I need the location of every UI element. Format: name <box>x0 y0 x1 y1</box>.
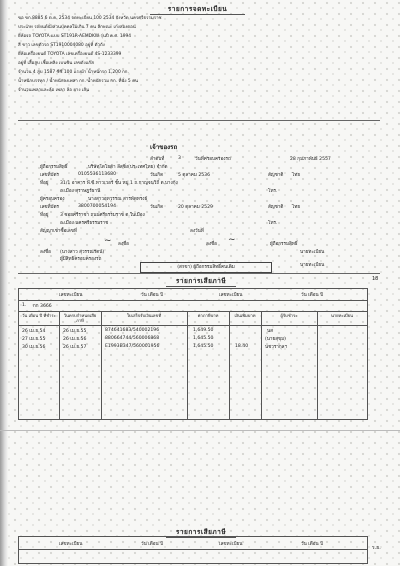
address-value-3: 3 ซอยศรีราชา ถนนศรีธรรมราช ต.ในเมือง <box>60 213 145 218</box>
column-line <box>317 311 318 419</box>
row-due: 26 เม.ย.55 <box>63 329 87 334</box>
registrar-label-2: นายทะเบียน <box>300 263 325 268</box>
row-receipt: 880664744/560006868 <box>105 336 160 341</box>
row-receipt: E1993B347/560001956 <box>105 344 160 349</box>
tel-label: โทร. <box>268 189 278 194</box>
divider <box>18 273 380 274</box>
col-header-extra: เงินเพิ่มบาท <box>234 313 256 318</box>
registration-line: จำนวน 4 สูบ 1587 ซีซี 100 แรงม้า น้ำหนักรถ 1,200 กก. <box>18 70 129 75</box>
order-label: ลำดับที่ <box>150 157 165 162</box>
column-line <box>229 311 230 419</box>
holder-label: ผู้ถือกรรมสิทธิ์ <box>40 165 68 170</box>
birth-label-2: วันเกิด <box>150 205 164 210</box>
sign2-name: (นางสาว สุวรรณรัตน์) <box>60 250 105 255</box>
address-label: ที่อยู่ <box>40 181 49 186</box>
row-tax: 1,649.50 <box>193 328 214 333</box>
contract-label: สัญญาเช่าซื้อเลขที่ <box>40 229 77 234</box>
row-receipt: 874641683/540002196 <box>105 328 160 333</box>
scan-edge <box>0 0 8 566</box>
tax-section-title-2: รายการเสียภาษี <box>166 527 236 538</box>
tax-table-2 <box>18 536 368 564</box>
row-paid: 30 เม.ย.56 <box>22 345 46 350</box>
birth-value-2: 20 ตุลาคม 2529 <box>178 205 213 210</box>
nation-value: ไทย <box>292 173 301 178</box>
registrar-label: นายทะเบียน <box>300 250 325 255</box>
tax2-header-no: เลขทะเบียน <box>59 542 83 547</box>
col-header-due: วันครบกำหนดเสียภาษี <box>63 313 97 323</box>
page-fold <box>0 430 400 431</box>
contract-date-label: ลงวันที่ <box>190 229 204 234</box>
registration-row <box>18 59 380 66</box>
possessor-value: นางสาวอุทวรรณ สารพัดทรงธ์ <box>88 197 148 202</box>
registration-section-title: รายการจดทะเบียน <box>150 4 245 15</box>
registration-line: ขอ ขก.8885 6 ต.ค. 2534 จดทะเบียน 100 2534 จังหวัด นครศรีธรรมราช <box>18 16 162 21</box>
registration-line: จำนวนเพลาและล้อ เพลา ล้อ ยาง เส้น <box>18 88 90 93</box>
column-line <box>59 311 60 419</box>
col-header-receipt: ใบเสร็จรับเงินเลขที่ <box>126 313 162 318</box>
id-label-2: เลขที่บัตร <box>40 205 59 210</box>
registration-line: สี ขาว เลขตัวรถ ST1910004080 อยู่ที่ ตัวถัง <box>18 43 105 48</box>
id-label: เลขที่บัตร <box>40 173 59 178</box>
row-due: 26 เม.ย.56 <box>63 337 87 342</box>
stamp-box: (สาขา) ผู้ถือกรรมสิทธิ์คนเดิม <box>140 262 272 273</box>
tax-table <box>18 288 368 420</box>
row-paid: 27 เม.ย.55 <box>22 337 46 342</box>
col-header-tax: ค่าภาษีบาท <box>197 313 219 318</box>
row-tax: 1,645.50 <box>193 336 214 341</box>
holder-value: บริษัทโตโยต้า ลีสซิ่ง(ประเทศไทย) จำกัด <box>88 165 168 170</box>
nation-label-2: สัญชาติ <box>268 205 284 210</box>
birth-value: 5 ตุลาคม 2536 <box>178 173 211 178</box>
registration-row <box>18 50 380 57</box>
order-value: 3 <box>178 156 181 161</box>
signature-mark-right: ~ <box>228 235 236 245</box>
address-value: 31/1 อาคาร พี.ซี.ทาวเวอร์ ชั้น หมู่ 1 ถ.กาญจนวิถี ต.บางกุ้ง <box>60 181 178 186</box>
column-line <box>187 311 188 419</box>
sign2-label: ลงชื่อ <box>40 250 51 255</box>
registration-row <box>18 41 380 48</box>
nation-label: สัญชาติ <box>268 173 284 178</box>
date-label: วันที่ครอบครองรถ <box>195 157 231 162</box>
registration-line: ประเภท รถยนต์นั่งส่วนบุคคลไม่เกิน 7 คน ลักษณะ เก๋งสองตอน <box>18 25 136 30</box>
date-value: 28 กุมภาพันธ์ 2557 <box>290 157 331 162</box>
registration-row <box>18 32 380 39</box>
registration-row <box>18 14 380 21</box>
col-header-registrar: นายทะเบียน <box>330 313 354 318</box>
registration-line: ยี่ห้อเครื่องยนต์ TOYOTA เลขเครื่องยนต์ 4S-1233399 <box>18 52 122 57</box>
tax-header-no: เลขทะเบียน <box>59 293 83 298</box>
nation-value-2: ไทย <box>292 205 301 210</box>
registration-line: อยู่ที่ เสื้อสูบ เชื้อเพลิง เบนซิน เลขถังแก๊ส <box>18 61 94 66</box>
address-value-2: อ.เมือง สุราษฎร์ธานี <box>60 189 101 194</box>
tax2-header-date-2: วัน เดือน ปี <box>301 542 324 547</box>
row-divider <box>19 549 367 550</box>
row-due: 26 เม.ย.57 <box>63 345 87 350</box>
row-note: นชวรากุลฯ <box>265 345 288 350</box>
plate-prefix: 1. <box>22 303 27 308</box>
row-extra: 18.40 <box>235 344 249 349</box>
page-mark: 18 <box>372 276 379 282</box>
birth-label: วันเกิด <box>150 173 164 178</box>
row-tax: 1,645.50 <box>193 344 214 349</box>
tax-header-date: วัน เดือน ปี <box>141 293 164 298</box>
registration-row <box>18 86 380 93</box>
address-label-2: ที่อยู่ <box>40 213 49 218</box>
plate-value: กก 3666 <box>33 304 52 309</box>
divider <box>18 120 380 121</box>
sign-label-right: ลงชื่อ <box>206 242 217 247</box>
address-value-4: อ.เมือง นครศรีธรรมราช <box>60 221 109 226</box>
column-line <box>261 311 262 419</box>
possessor-caption: ผู้มีสิทธิครอบครองรถ <box>60 257 102 262</box>
tel-label-2: โทร. <box>268 221 278 226</box>
registration-row <box>18 68 380 75</box>
row-divider <box>19 311 367 312</box>
row-note: นส <box>267 329 273 334</box>
tax-section-title: รายการเสียภาษี <box>166 276 236 287</box>
row-divider <box>19 325 367 326</box>
tax-header-no-2: เลขทะเบียน <box>219 293 243 298</box>
possessor-label: ผู้ครอบครอง <box>40 197 65 202</box>
column-line <box>101 311 102 419</box>
page-mark-2: ร.ย. <box>372 545 381 551</box>
id-value: 0105536113680 <box>78 172 116 177</box>
tax2-header-date: วัน เดือน ปี <box>141 542 164 547</box>
col-header-paid: วัน เดือน ปี ที่ชำระ <box>22 313 56 318</box>
registration-row <box>18 77 380 84</box>
row-paid: 26 เม.ย.54 <box>22 329 46 334</box>
registration-line: น้ำหนักบรรทุก / น้ำหนักลงเพลา กก. น้ำหนักรวม กก. ที่นั่ง 5 คน <box>18 79 139 84</box>
owner-section-title: เจ้าของรถ <box>150 144 178 151</box>
row-divider <box>19 300 367 301</box>
id-value-2: 3800700054194 <box>78 204 116 209</box>
registration-row <box>18 23 380 30</box>
registration-line: ยี่ห้อรถ TOYOTA แบบ ST191R-AEMDKW รุ่นปี ค.ศ. 1994 <box>18 34 132 39</box>
sign-label: ลงชื่อ <box>118 242 129 247</box>
row-note: (นายสุขุม) <box>265 337 286 342</box>
sign-role: ผู้ถือกรรมสิทธิ์ <box>270 242 298 247</box>
signature-mark: ~ <box>104 236 112 246</box>
col-header-receiver: ผู้รับชำระ <box>280 313 298 318</box>
tax2-header-no-2: เลขทะเบียน <box>219 542 243 547</box>
tax-header-date-2: วัน เดือน ปี <box>301 293 324 298</box>
